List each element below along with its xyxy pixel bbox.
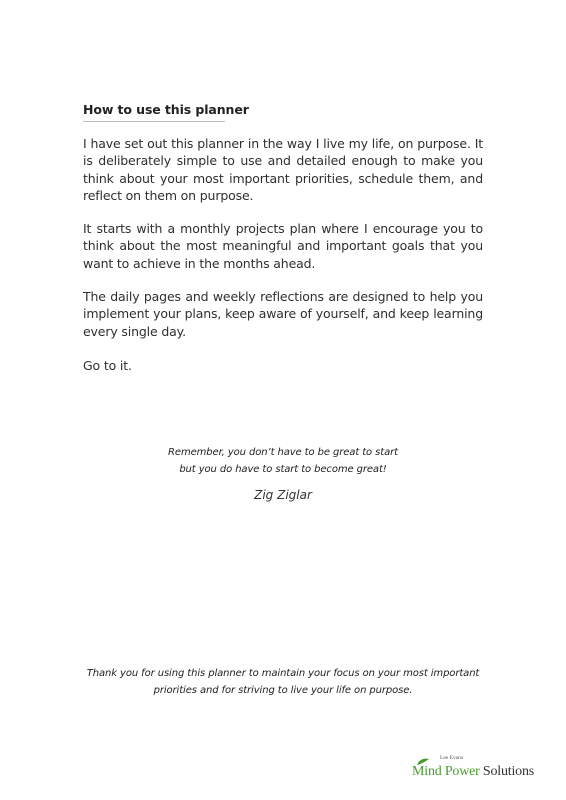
heading-underline	[83, 121, 225, 122]
logo-brand-green: Mind Power	[412, 764, 480, 779]
intro-paragraph: I have set out this planner in the way I live my life, on purpose. It is deliberately simple to use and detailed enough to make you think about your most important priorities, schedule them, and reflect on them on purpose.	[83, 136, 483, 204]
thanks-line-2: priorities and for striving to live your life on purpose.	[153, 685, 413, 696]
quote-line-1: Remember, you don’t have to be great to start	[168, 447, 398, 458]
section-heading	[83, 99, 249, 122]
page-title: How to use this planner	[83, 102, 249, 117]
closing-paragraph: Go to it.	[83, 358, 132, 373]
daily-pages-paragraph: The daily pages and weekly reflections are designed to help you implement your plans, keep aware of yourself, and keep learning every single day.	[83, 289, 483, 339]
brand-logo	[412, 755, 552, 785]
quote-author: Zig Ziglar	[254, 488, 312, 502]
logo-wordmark	[412, 764, 534, 780]
logo-small-text: Lee Evans	[440, 755, 464, 761]
logo-brand-dark: Solutions	[479, 764, 535, 779]
thanks-line-1: Thank you for using this planner to maintain your focus on your most important	[86, 668, 480, 679]
projects-paragraph: It starts with a monthly projects plan where I encourage you to think about the most meaningful and important goals that you want to achieve in the months ahead.	[83, 221, 483, 271]
quote-line-2: but you do have to start to become great!	[179, 464, 387, 475]
